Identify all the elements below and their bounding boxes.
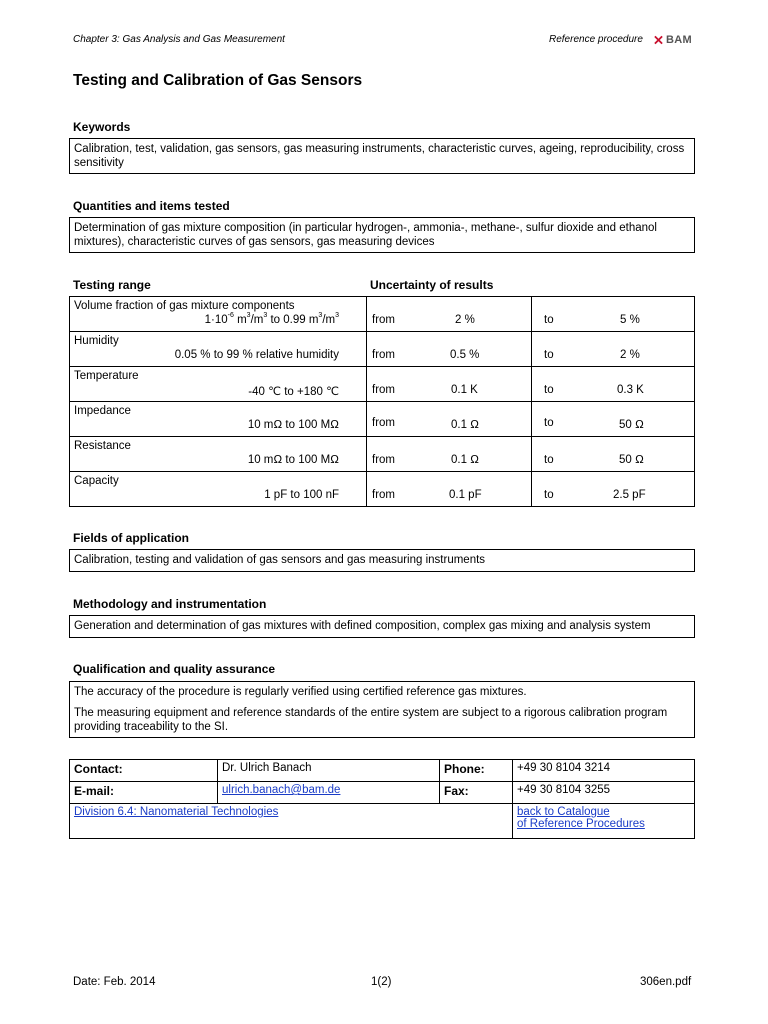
phone-label-cell bbox=[440, 760, 513, 782]
table-row bbox=[70, 297, 695, 332]
uncertainty-high: 5 % bbox=[620, 314, 640, 326]
quantity-cell bbox=[70, 367, 367, 402]
email-label-cell bbox=[70, 782, 218, 804]
quantity-name: Impedance bbox=[74, 405, 131, 417]
uncertainty-high-cell bbox=[532, 472, 695, 507]
quantity-name: Humidity bbox=[74, 335, 119, 347]
table-row bbox=[70, 804, 695, 839]
uncertainty-low: 0.1 K bbox=[451, 384, 478, 396]
footer-filename: 306en.pdf bbox=[640, 976, 692, 988]
quantity-cell bbox=[70, 472, 367, 507]
uncertainty-low: 2 % bbox=[455, 314, 475, 326]
uncertainty-low-cell bbox=[367, 367, 532, 402]
division-cell bbox=[70, 804, 513, 839]
quantity-cell bbox=[70, 297, 367, 332]
testing-range-heading: Testing range bbox=[73, 278, 151, 292]
quantities-box: Determination of gas mixture composition (in particular hydrogen-, ammonia-, methane-, sulfur dioxide and ethanol mixtures), characteristic curves of gas sensors, gas measuring devices bbox=[69, 217, 695, 253]
quantity-range: 10 mΩ to 100 MΩ bbox=[247, 419, 339, 431]
contact-label: Contact: bbox=[74, 762, 123, 776]
uncertainty-high-cell bbox=[532, 367, 695, 402]
from-label: from bbox=[372, 384, 395, 396]
to-label: to bbox=[544, 349, 554, 361]
email-cell bbox=[218, 782, 440, 804]
quantity-range: -40 ℃ to +180 ℃ bbox=[248, 386, 339, 398]
quantity-range: 0.05 % to 99 % relative humidity bbox=[174, 349, 339, 361]
fax-label-cell bbox=[440, 782, 513, 804]
uncertainty-low-cell bbox=[367, 402, 532, 437]
fax-label: Fax: bbox=[444, 784, 469, 798]
back-link-line-1: back to Catalogue bbox=[517, 806, 610, 818]
phone-label: Phone: bbox=[444, 762, 485, 776]
quantity-name: Resistance bbox=[74, 440, 131, 452]
from-label: from bbox=[372, 489, 395, 501]
quality-box bbox=[69, 681, 695, 738]
email-link[interactable]: ulrich.banach@bam.de bbox=[222, 784, 341, 796]
to-label: to bbox=[544, 454, 554, 466]
table-row bbox=[70, 332, 695, 367]
contact-table bbox=[69, 759, 695, 839]
keywords-heading: Keywords bbox=[73, 120, 131, 134]
quality-paragraph-2: The measuring equipment and reference standards of the entire system are subject to a rigorous calibration program providing traceability to the SI. bbox=[74, 707, 668, 733]
back-to-catalogue-link[interactable] bbox=[517, 806, 645, 830]
table-row bbox=[70, 782, 695, 804]
header-procedure-type: Reference procedure bbox=[549, 34, 643, 45]
division-link[interactable]: Division 6.4: Nanomaterial Technologies bbox=[74, 806, 279, 818]
quantity-name: Capacity bbox=[74, 475, 119, 487]
uncertainty-high-cell bbox=[532, 402, 695, 437]
header-chapter: Chapter 3: Gas Analysis and Gas Measurement bbox=[73, 34, 285, 45]
from-label: from bbox=[372, 417, 395, 429]
fields-heading: Fields of application bbox=[73, 531, 190, 545]
email-label: E-mail: bbox=[74, 784, 115, 798]
to-label: to bbox=[544, 314, 554, 326]
contact-label-cell bbox=[70, 760, 218, 782]
quality-heading: Qualification and quality assurance bbox=[73, 662, 276, 676]
quantity-name: Temperature bbox=[74, 370, 139, 382]
table-row bbox=[70, 367, 695, 402]
uncertainty-high: 50 Ω bbox=[619, 454, 644, 466]
footer-date: Date: Feb. 2014 bbox=[73, 976, 156, 988]
footer-page-number: 1(2) bbox=[371, 976, 392, 988]
uncertainty-low: 0.1 pF bbox=[449, 489, 482, 501]
uncertainty-low: 0.1 Ω bbox=[451, 454, 480, 466]
table-row bbox=[70, 760, 695, 782]
quantities-heading: Quantities and items tested bbox=[73, 199, 230, 213]
quality-paragraph-1: The accuracy of the procedure is regularly verified using certified reference gas mixtures. bbox=[74, 686, 527, 698]
table-row bbox=[70, 402, 695, 437]
table-row bbox=[70, 472, 695, 507]
keywords-box: Calibration, test, validation, gas sensors, gas measuring instruments, characteristic curves, ageing, reproducibility, cross sensitivity bbox=[69, 138, 695, 174]
quantity-range: $1\cdot 10^{-6}$ $m^3/m^3$ to 0.99 $m^3/m^3$ bbox=[204, 312, 339, 326]
bam-logo-text: BAM bbox=[666, 33, 692, 46]
quantity-name: Volume fraction of gas mixture components bbox=[74, 300, 295, 312]
table-row bbox=[70, 437, 695, 472]
bam-logo-icon bbox=[654, 35, 663, 45]
uncertainty-high-cell bbox=[532, 332, 695, 367]
uncertainty-low: 0.1 Ω bbox=[451, 419, 480, 431]
back-link-line-2: of Reference Procedures bbox=[517, 818, 645, 830]
quantity-range: 1 pF to 100 nF bbox=[264, 489, 339, 501]
page-title: Testing and Calibration of Gas Sensors bbox=[73, 72, 363, 89]
testing-range-table bbox=[69, 296, 695, 507]
uncertainty-high-cell bbox=[532, 437, 695, 472]
quantity-range: 10 mΩ to 100 MΩ bbox=[247, 454, 339, 466]
bam-logo bbox=[654, 33, 692, 46]
uncertainty-high: 0.3 K bbox=[617, 384, 644, 396]
fax-value: +49 30 8104 3255 bbox=[513, 782, 695, 804]
to-label: to bbox=[544, 384, 554, 396]
phone-value: +49 30 8104 3214 bbox=[513, 760, 695, 782]
uncertainty-low-cell bbox=[367, 472, 532, 507]
uncertainty-low-cell bbox=[367, 297, 532, 332]
uncertainty-high-cell bbox=[532, 297, 695, 332]
fields-box: Calibration, testing and validation of gas sensors and gas measuring instruments bbox=[69, 549, 695, 572]
back-link-cell bbox=[513, 804, 695, 839]
uncertainty-low-cell bbox=[367, 332, 532, 367]
quantity-cell bbox=[70, 402, 367, 437]
uncertainty-low-cell bbox=[367, 437, 532, 472]
uncertainty-heading: Uncertainty of results bbox=[370, 278, 494, 292]
quantity-cell bbox=[70, 437, 367, 472]
uncertainty-high: 2.5 pF bbox=[613, 489, 646, 501]
methodology-box: Generation and determination of gas mixtures with defined composition, complex gas mixing and analysis system bbox=[69, 615, 695, 638]
to-label: to bbox=[544, 417, 554, 429]
from-label: from bbox=[372, 454, 395, 466]
contact-name: Dr. Ulrich Banach bbox=[218, 760, 440, 782]
uncertainty-low: 0.5 % bbox=[450, 349, 480, 361]
uncertainty-high: 50 Ω bbox=[619, 419, 644, 431]
from-label: from bbox=[372, 314, 395, 326]
uncertainty-high: 2 % bbox=[620, 349, 640, 361]
from-label: from bbox=[372, 349, 395, 361]
quantity-cell bbox=[70, 332, 367, 367]
to-label: to bbox=[544, 489, 554, 501]
methodology-heading: Methodology and instrumentation bbox=[73, 597, 267, 611]
